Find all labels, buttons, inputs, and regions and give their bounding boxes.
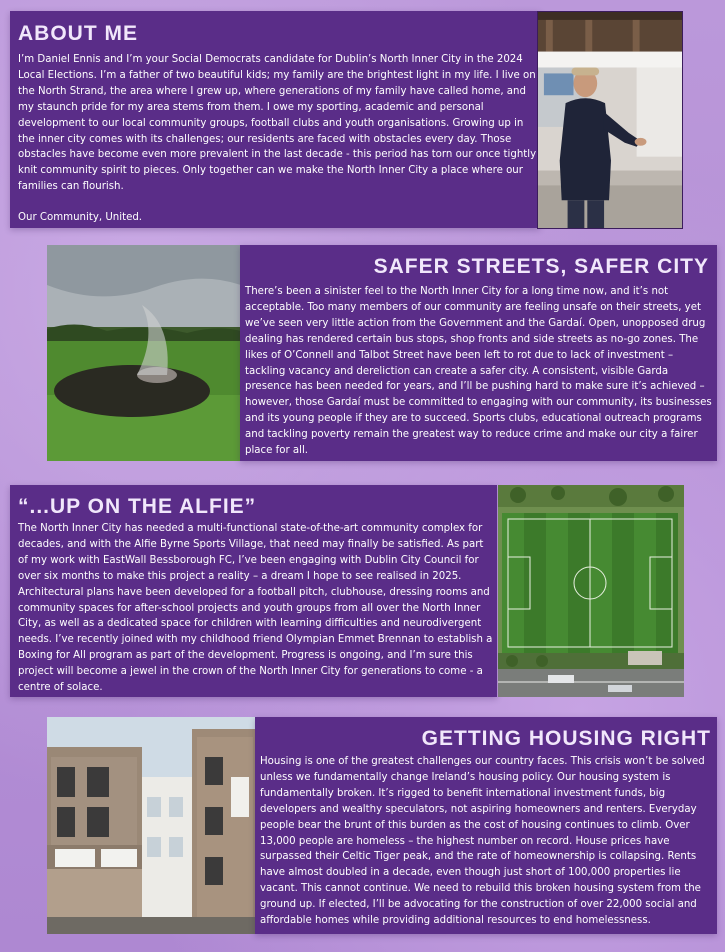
pitch-aerial-render [498, 485, 684, 697]
about-me-text [18, 52, 538, 226]
housing-heading: GETTING HOUSING RIGHT [421, 727, 711, 750]
alfie-section [10, 485, 497, 697]
safer-streets-paragraph: There’s been a sinister feel to the North Inner City for a long time now, and it’s not acceptable. Too many members of our community are feeling unsafe on their streets, yet we’ve seen very little action from the Government and the Gardaí. Open, unopposed drug dealing has rendered certain bus stops, shop fronts and side streets as no-go zones. The likes of O’Connell and Talbot Street have been left to rot due to lack of investment – tackling vacancy and dereliction can create a safer city. A consistent, visible Garda presence has been needed for years, and I’ll be pushing hard to make sure it’s achieved – however, those Gardaí must be committed to engaging with our community, its businesses and its young people if they are to succeed. Sports clubs, educational outreach programs and tackling poverty remain the greatest way to reduce crime and make our city a fairer place for all. [245, 286, 712, 457]
about-me-section [10, 11, 540, 228]
housing-building-photo [47, 717, 257, 934]
safer-streets-heading: SAFER STREETS, SAFER CITY [373, 255, 709, 278]
housing-paragraph: Housing is one of the greatest challenges our country faces. This crisis won’t be solved unless we fundamentally change Ireland’s housing policy. Our housing system is fundamentally broken. It’s rigged to benefit international investment funds, big developers and wealthy speculators, not aspiring homeowners and renters. Everyday people bear the brunt of this burden as the cost of housing continues to climb. Over 13,000 people are homeless – the highest number on record. House prices have surpassed their Celtic Tiger peak, and the rate of homeownership is collapsing. Rents have almost doubled in a decade, even though just short of 100,000 properties lie vacant. This cannot continue. We need to rebuild this broken housing system from the ground up. If elected, I’ll be advocating for the construction of over 22,000 social and affordable homes while providing additional resources to end homelessness. [260, 756, 705, 927]
alfie-paragraph: The North Inner City has needed a multi-functional state-of-the-art community complex for decades, and with the Alfie Byrne Sports Village, that need may finally be satisfied. As part of my work with EastWall Bessborough FC, I’ve been engaging with Dublin City Council for over six months to make this project a reality – a dream I hope to see realised in 2025. Architectural plans have been developed for a football pitch, clubhouse, dressing rooms and community spaces for after-school projects and youth groups from all over the North Inner City, as well as a dedicated space for children with learning difficulties and neurodivergent needs. I’ve recently joined with my childhood friend Olympian Emmet Brennan to establish a Boxing for All program as part of the development. Progress is ongoing, and I’m sure this project will become a jewel in the crown of the North Inner City for generations to come - a centre of solace. [18, 523, 493, 694]
housing-section [255, 717, 717, 934]
safer-streets-section [240, 245, 717, 461]
alfie-heading: “...UP ON THE ALFIE” [18, 495, 257, 518]
about-me-heading: ABOUT ME [18, 22, 138, 45]
candidate-photo [537, 11, 683, 229]
field-fire-photo [47, 245, 241, 461]
about-me-paragraph: I’m Daniel Ennis and I’m your Social Democrats candidate for Dublin’s North Inner City in the 2024 Local Elections. I’m a father of two beautiful kids; my family are the brightest light in my life. I live on the North Strand, the area where I grew up, where generations of my family have called home, and my staunch pride for my area stems from them. I owe my sporting, academic and personal development to our local community groups, football clubs and youth organisations. Growing up in the inner city comes with its challenges; our residents are faced with obstacles every day. Those obstacles have become even more prevalent in the last decade - this period has torn our once tightly knit community spirit to pieces. Only together can we make the North Inner City a place where our families can flourish. [18, 54, 537, 193]
about-me-slogan: Our Community, United. [18, 212, 143, 224]
